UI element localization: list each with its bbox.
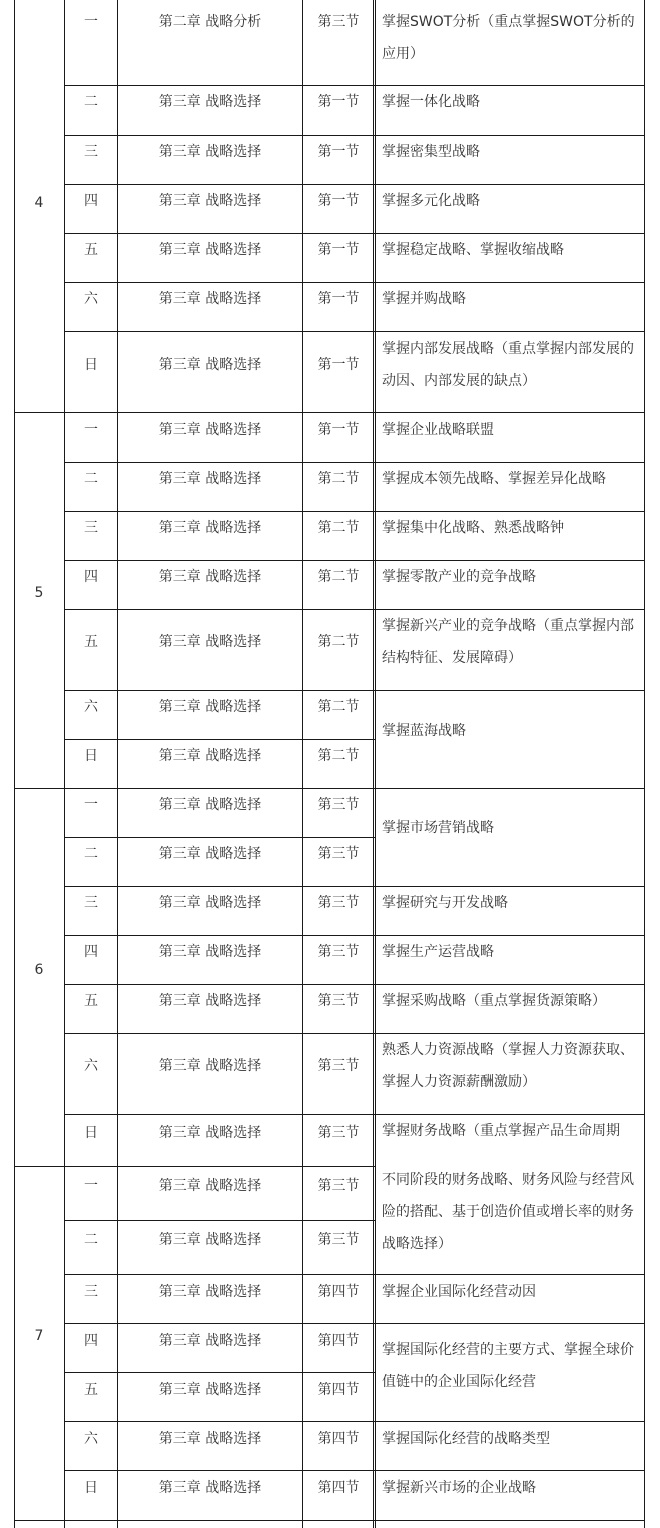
section: 第二节 xyxy=(317,520,360,536)
section: 第三节 xyxy=(317,944,360,960)
study-content: 掌握企业国际化经营动因 xyxy=(382,1284,536,1300)
section: 第一节 xyxy=(317,291,360,307)
grid-line xyxy=(375,233,645,234)
study-content: 熟悉人力资源战略（掌握人力资源获取、掌握人力资源薪酬激励） xyxy=(382,1042,634,1090)
study-content: 掌握新兴产业的竞争战略（重点掌握内部结构特征、发展障碍） xyxy=(382,618,634,666)
grid-line xyxy=(64,511,375,512)
chapter: 第三章 战略选择 xyxy=(158,1480,262,1496)
grid-line xyxy=(64,0,65,1528)
grid-line xyxy=(64,1033,375,1034)
weekday: 一 xyxy=(84,797,98,813)
chapter: 第三章 战略选择 xyxy=(158,944,262,960)
section: 第四节 xyxy=(317,1480,360,1496)
chapter: 第三章 战略选择 xyxy=(158,569,262,585)
grid-line xyxy=(375,184,645,185)
study-content: 掌握零散产业的竞争战略 xyxy=(382,569,536,585)
grid-line xyxy=(64,331,375,332)
chapter: 第三章 战略选择 xyxy=(158,1125,262,1141)
weekday: 五 xyxy=(84,634,98,650)
section: 第一节 xyxy=(317,94,360,110)
study-content: 掌握企业战略联盟 xyxy=(382,422,494,438)
weekday: 三 xyxy=(84,895,98,911)
grid-line xyxy=(373,0,374,1528)
weekday: 日 xyxy=(84,357,98,373)
grid-line xyxy=(375,1323,645,1324)
section: 第三节 xyxy=(317,993,360,1009)
section: 第一节 xyxy=(317,144,360,160)
study-content: 掌握多元化战略 xyxy=(382,193,480,209)
study-content: 掌握蓝海战略 xyxy=(382,723,466,739)
grid-line xyxy=(14,0,15,1528)
section: 第一节 xyxy=(317,242,360,258)
grid-line xyxy=(14,1166,376,1167)
study-content: 掌握研究与开发战略 xyxy=(382,895,508,911)
weekday: 六 xyxy=(84,1058,98,1074)
section: 第一节 xyxy=(317,357,360,373)
chapter: 第三章 战略选择 xyxy=(158,748,262,764)
grid-line xyxy=(64,886,375,887)
chapter: 第三章 战略选择 xyxy=(158,699,262,715)
section: 第三节 xyxy=(317,1125,360,1141)
grid-line xyxy=(375,984,645,985)
study-content: 掌握内部发展战略（重点掌握内部发展的动因、内部发展的缺点） xyxy=(382,341,634,389)
section: 第四节 xyxy=(317,1431,360,1447)
study-content: 掌握生产运营战略 xyxy=(382,944,494,960)
section: 第四节 xyxy=(317,1333,360,1349)
study-content: 掌握SWOT分析（重点掌握SWOT分析的应用） xyxy=(382,14,635,62)
section: 第二节 xyxy=(317,634,360,650)
section: 第三节 xyxy=(317,797,360,813)
grid-line xyxy=(375,85,645,86)
study-content: 掌握采购战略（重点掌握货源策略） xyxy=(382,993,606,1009)
weekday: 六 xyxy=(84,1431,98,1447)
chapter: 第三章 战略选择 xyxy=(158,895,262,911)
grid-line xyxy=(375,282,645,283)
week-number: 6 xyxy=(34,962,44,978)
grid-line xyxy=(375,935,645,936)
grid-line xyxy=(375,135,645,136)
grid-line xyxy=(375,1470,645,1471)
grid-line xyxy=(375,560,645,561)
week-number: 7 xyxy=(34,1328,44,1344)
weekday: 一 xyxy=(84,14,98,30)
grid-line xyxy=(64,282,375,283)
weekday: 五 xyxy=(84,993,98,1009)
grid-line xyxy=(64,560,375,561)
grid-line xyxy=(302,0,303,1528)
grid-line xyxy=(117,0,118,1528)
chapter: 第三章 战略选择 xyxy=(158,1284,262,1300)
weekday: 三 xyxy=(84,1284,98,1300)
grid-line xyxy=(375,462,645,463)
section: 第二节 xyxy=(317,699,360,715)
weekday: 三 xyxy=(84,144,98,160)
week-number: 5 xyxy=(34,585,44,601)
chapter: 第三章 战略选择 xyxy=(158,242,262,258)
weekday: 四 xyxy=(84,569,98,585)
section: 第二节 xyxy=(317,471,360,487)
grid-line xyxy=(375,886,645,887)
grid-line xyxy=(375,1033,645,1034)
chapter: 第三章 战略选择 xyxy=(158,94,262,110)
grid-line xyxy=(64,85,375,86)
section: 第二节 xyxy=(317,569,360,585)
study-content: 掌握集中化战略、熟悉战略钟 xyxy=(382,520,564,536)
grid-line xyxy=(64,1274,375,1275)
weekday: 一 xyxy=(84,1178,98,1194)
grid-line xyxy=(375,1421,645,1422)
grid-line xyxy=(64,935,375,936)
grid-line xyxy=(375,690,645,691)
study-content: 掌握密集型战略 xyxy=(382,144,480,160)
chapter: 第三章 战略选择 xyxy=(158,193,262,209)
chapter: 第三章 战略选择 xyxy=(158,144,262,160)
chapter: 第三章 战略选择 xyxy=(158,797,262,813)
study-content: 掌握新兴市场的企业战略 xyxy=(382,1480,536,1496)
chapter: 第三章 战略选择 xyxy=(158,1178,262,1194)
grid-line xyxy=(375,331,645,332)
section: 第四节 xyxy=(317,1284,360,1300)
study-content: 掌握一体化战略 xyxy=(382,94,480,110)
grid-line xyxy=(64,837,375,838)
grid-line xyxy=(64,609,375,610)
weekday: 一 xyxy=(84,422,98,438)
section: 第三节 xyxy=(317,1178,360,1194)
chapter: 第三章 战略选择 xyxy=(158,846,262,862)
chapter: 第三章 战略选择 xyxy=(158,520,262,536)
section: 第一节 xyxy=(317,193,360,209)
grid-line xyxy=(375,0,376,1528)
chapter: 第三章 战略选择 xyxy=(158,634,262,650)
study-content: 掌握市场营销战略 xyxy=(382,820,494,836)
weekday: 四 xyxy=(84,193,98,209)
week-number: 4 xyxy=(34,195,44,211)
section: 第三节 xyxy=(317,14,360,30)
grid-line xyxy=(64,1323,375,1324)
weekday: 二 xyxy=(84,471,98,487)
study-content: 掌握成本领先战略、掌握差异化战略 xyxy=(382,471,606,487)
study-content: 掌握并购战略 xyxy=(382,291,466,307)
grid-line xyxy=(14,1520,645,1521)
weekday: 三 xyxy=(84,520,98,536)
section: 第二节 xyxy=(317,748,360,764)
grid-line xyxy=(64,233,375,234)
chapter: 第三章 战略选择 xyxy=(158,357,262,373)
grid-line xyxy=(64,984,375,985)
chapter: 第三章 战略选择 xyxy=(158,422,262,438)
section: 第三节 xyxy=(317,895,360,911)
chapter: 第二章 战略分析 xyxy=(158,14,262,30)
weekday: 四 xyxy=(84,1333,98,1349)
grid-line xyxy=(64,1372,375,1373)
grid-line xyxy=(375,1114,645,1115)
grid-line xyxy=(64,1421,375,1422)
weekday: 二 xyxy=(84,846,98,862)
chapter: 第三章 战略选择 xyxy=(158,471,262,487)
grid-line xyxy=(14,412,645,413)
weekday: 日 xyxy=(84,748,98,764)
weekday: 六 xyxy=(84,291,98,307)
chapter: 第三章 战略选择 xyxy=(158,1058,262,1074)
chapter: 第三章 战略选择 xyxy=(158,993,262,1009)
grid-line xyxy=(64,462,375,463)
weekday: 五 xyxy=(84,242,98,258)
weekday: 六 xyxy=(84,699,98,715)
chapter: 第三章 战略选择 xyxy=(158,1232,262,1248)
study-content: 掌握财务战略（重点掌握产品生命周期 xyxy=(382,1123,620,1139)
weekday: 五 xyxy=(84,1382,98,1398)
grid-line xyxy=(64,1220,375,1221)
grid-line xyxy=(64,184,375,185)
grid-line xyxy=(644,0,645,1528)
section: 第四节 xyxy=(317,1382,360,1398)
section: 第三节 xyxy=(317,1232,360,1248)
study-content: 不同阶段的财务战略、财务风险与经营风险的搭配、基于创造价值或增长率的财务战略选择） xyxy=(382,1172,634,1252)
chapter: 第三章 战略选择 xyxy=(158,1333,262,1349)
study-content: 掌握稳定战略、掌握收缩战略 xyxy=(382,242,564,258)
chapter: 第三章 战略选择 xyxy=(158,1382,262,1398)
grid-line xyxy=(64,1114,375,1115)
weekday: 四 xyxy=(84,944,98,960)
grid-line xyxy=(64,135,375,136)
grid-line xyxy=(375,609,645,610)
grid-line xyxy=(375,511,645,512)
chapter: 第三章 战略选择 xyxy=(158,1431,262,1447)
weekday: 二 xyxy=(84,1232,98,1248)
grid-line xyxy=(64,690,375,691)
study-content: 掌握国际化经营的主要方式、掌握全球价值链中的企业国际化经营 xyxy=(382,1342,634,1390)
section: 第三节 xyxy=(317,1058,360,1074)
weekday: 日 xyxy=(84,1125,98,1141)
weekday: 日 xyxy=(84,1480,98,1496)
grid-line xyxy=(14,788,645,789)
section: 第一节 xyxy=(317,422,360,438)
grid-line xyxy=(64,739,375,740)
section: 第三节 xyxy=(317,846,360,862)
chapter: 第三章 战略选择 xyxy=(158,291,262,307)
study-content: 掌握国际化经营的战略类型 xyxy=(382,1431,550,1447)
grid-line xyxy=(64,1470,375,1471)
grid-line xyxy=(375,1274,645,1275)
weekday: 二 xyxy=(84,94,98,110)
